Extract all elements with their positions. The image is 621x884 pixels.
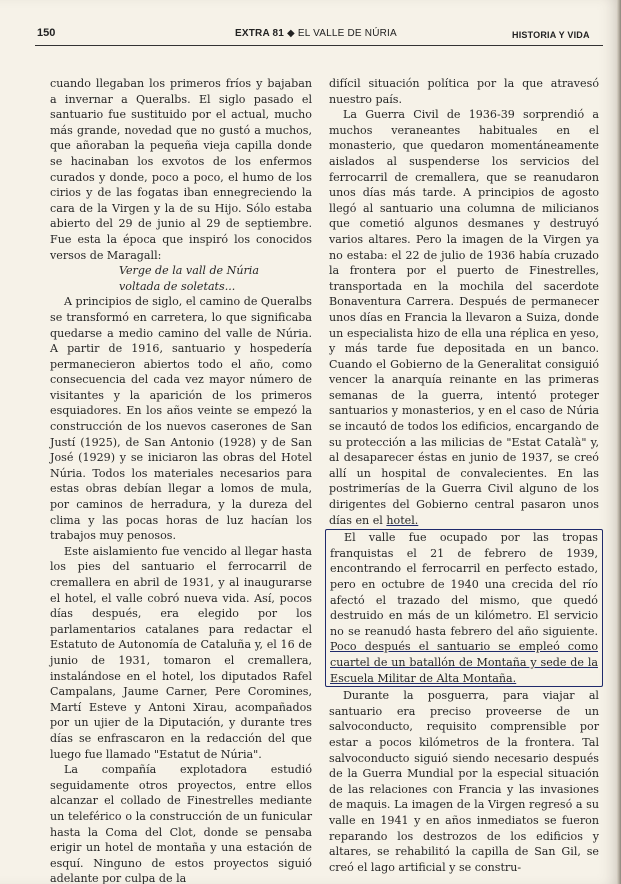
issue-label: EXTRA 81: [235, 28, 285, 39]
page-number: 150: [37, 27, 56, 39]
section-title: EL VALLE DE NÚRIA: [297, 28, 397, 39]
paragraph: [329, 107, 599, 528]
running-header: [235, 28, 397, 39]
paragraph: difícil situación política por la que atravesó nuestro país.: [329, 77, 599, 106]
verse-line: Verge de la vall de Núria: [119, 264, 259, 278]
underlined-text: hotel.: [386, 513, 419, 527]
scan-edge: [617, 0, 621, 884]
highlighted-box: [325, 529, 603, 687]
verse-line: voltada de soletats...: [119, 279, 236, 293]
paragraph: A principios de siglo, el camino de Queralbs se transformó en carretera, lo que significaba quedarse a medio camino del valle de Núria. A partir de 1916, santuario y hospedería permanecieron abiertos todo el año, como consecuencia del cada vez mayor número de visitantes y la aparición de los primeros esquiadores. En los años veinte se empezó la construcción de los nuevos caserones de San Justí (1925), de San Antonio (1928) y de San José (1929) y se iniciaron las obras del Hotel Núria. Todos los materiales necesarios para estas obras debían llegar a lomos de mula, por caminos de herradura, y la dureza del clima y las pocas horas de luz hacían los trabajos muy penosos.: [50, 295, 312, 543]
left-column: [50, 76, 312, 884]
paragraph: Durante la posguerra, para viajar al santuario era preciso proveerse de un salvoconducto, requisito comprensible por estar a pocos kilómetros de la frontera. Tal salvoconducto siguió siendo necesario después de la Guerra Mundial por la especial situación de las relaciones con Francia y las invasiones de maquis. La imagen de la Virgen regresó a su valle en 1941 y en años inmediatos se fueron reparando los destrozos de los edificios y altares, se rehabilitó la capilla de San Gil, se creó el lago artificial y se constru-: [329, 689, 599, 874]
underlined-text: Poco después el santuario se empleó como cuartel de un batallón de Montaña y sede de la Escuela Militar de Alta Montaña.: [330, 640, 598, 685]
category-label: HISTORIA Y VIDA: [512, 30, 590, 40]
header-rule: [35, 45, 603, 46]
paragraph: Este aislamiento fue vencido al llegar hasta los pies del santuario el ferrocarril de cremallera en abril de 1931, y al inaugurarse el hotel, el valle cobró nueva vida. Así, pocos días después, era elegido por los parlamentarios catalanes para redactar el Estatuto de Autonomía de Cataluña y, el 16 de junio de 1931, tomaron el cremallera, instalándose en el hotel, los diputados Rafel Campalans, Jaume Carner, Pere Coromines, Martí Esteve y Antoni Xirau, acompañados por un ujier de la Diputación, y durante tres días se enfrascaron en la redacción del que luego fue llamado "Estatut de Núria".: [50, 544, 312, 761]
paragraph-text: El valle fue ocupado por las tropas franquistas el 21 de febrero de 1939, encontrando el ferrocarril en perfecto estado, pero en octubre de 1940 una crecida del río afectó el trazado del mismo, que quedó destruido en más de un kilómetro. El servicio no se reanudó hasta febrero del año siguiente.: [330, 531, 598, 638]
paragraph: [330, 530, 598, 686]
paragraph: La compañía explotadora estudió seguidamente otros proyectos, entre ellos alcanzar el collado de Finestrelles mediante un teleférico o la construcción de un funicular hasta la Coma del Clot, donde se pensaba erigir un hotel de montaña y una estación de esquí. Ninguno de estos proyectos siguió adelante por culpa de la: [50, 763, 312, 884]
separator-glyph: ◆: [287, 28, 295, 39]
paragraph: cuando llegaban los primeros fríos y bajaban a invernar a Queralbs. El siglo pasado el santuario fue sustituido por el actual, mucho más grande, novedad que no gustó a muchos, que añoraban la pequeña vieja capilla donde se hacinaban los exvotos de los enfermos curados y donde, poco a poco, el humo de los cirios y de las fogatas iban ennegreciendo la cara de la Virgen y la de su Hijo. Sólo estaba abierto del 29 de junio al 29 de septiembre. Fue esta la época que inspiró los conocidos versos de Maragall:: [50, 77, 312, 262]
paragraph-text: La Guerra Civil de 1936-39 sorprendió a muchos veraneantes habituales en el monasterio, que quedaron momentáneamente aislados al suspenderse los servicios del ferrocarril de cremallera, que se reanudaron unos días más tarde. A principios de agosto llegó al santuario una columna de milicianos que cometió algunos desmanes y destruyó varios altares. Pero la imagen de la Virgen ya no estaba: el 22 de julio de 1936 había cruzado la frontera por el puerto de Finestrelles, transportada en la mochila del sacerdote Bonaventura Carrera. Después de permanecer unos días en Francia la llevaron a Suiza, donde un especialista hizo de ella una réplica en yeso, y más tarde fue depositada en un banco. Cuando el Gobierno de la Generalitat consiguió vencer la anarquía reinante en las primeras semanas de la guerra, intentó proteger santuarios y monasterios, y en el caso de Núria se incautó de todos los edificios, encargando de su protección a las milicias de "Estat Català" y, al desaparecer éstas en junio de 1937, se creó allí un hospital de convalecientes. En las postrimerías de la Guerra Civil alguno de los dirigentes del Gobierno central pasaron unos días en el: [329, 108, 599, 527]
right-column: [329, 76, 599, 875]
